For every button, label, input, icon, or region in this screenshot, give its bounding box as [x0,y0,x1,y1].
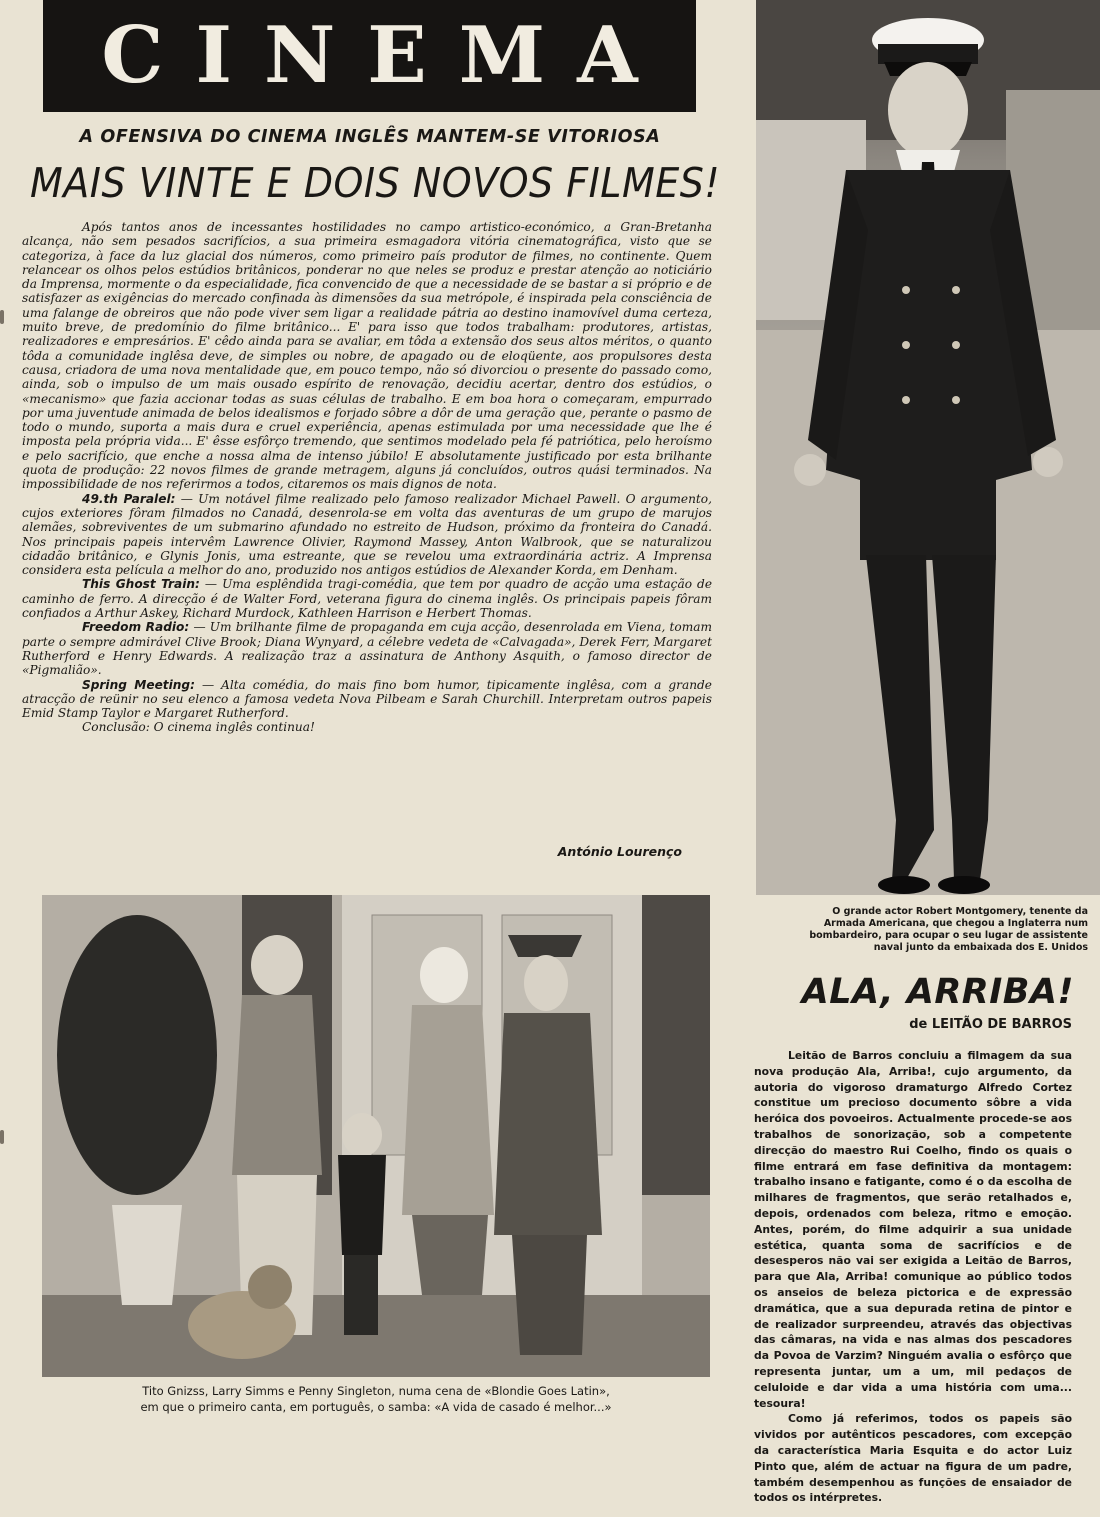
section-masthead [43,0,696,112]
article-body [22,220,712,735]
film-title: Spring Meeting: [82,677,195,692]
film-text: — Alta comédia, do mais fino bom humor, tipicamente inglêsa, com a grande atracção de reünir no seu elenco a famosa vedeta Nova Pilbeam e Sarah Churchill. Interpretam outros papeis Emid Stamp Taylor e Margaret Rutherford. [22,677,712,721]
film-still-illustration [42,895,710,1377]
article-conclusion: Conclusão: O cinema inglês continua! [82,720,315,735]
officer-photo-caption: O grande actor Robert Montgomery, tenente da Armada Americana, que chegou a Inglaterra num bombardeiro, para ocupar o seu lugar de assistente naval junto da embaixada dos E. Unidos [809,906,1088,953]
officer-photo [756,0,1100,895]
article-intro: Após tantos anos de incessantes hostilidades no campo artistico-económico, a Gran-Bretanha alcança, não sem pesados sacrifícios, a sua primeira esmagadora vitória cinematográfica, visto que se categoriza, à face da luz glacial dos números, como primeiro país produtor de filmes, no continente. Quem relancear os olhos pelos estúdios britânicos, ponderar no que neles se produz e prestar atenção ao noticiário da Imprensa, mormente o da especialidade, fica convencido de que a necessidade de se bastar a si próprio e de satisfazer as exigências do mercado confinada às dimensões da sua metrópole, é inspirada pela consciência de uma falange de obreiros que não pode viver sem ligar a realidade pátria ao destino inamovível duma certeza, muito breve, de predomínio do filme britânico... E' para isso que todos trabalham: produtores, artistas, realizadores e empresários. E' cêdo ainda para se avaliar, em tôda a extensão dos seus altos méritos, o quanto tôda a comunidade inglêsa deve, de simples ou nobre, de apagado ou de eloqüente, aos propulsores desta causa, criadora de uma nova mentalidade que, em pouco tempo, não só divorciou o presente do passado como, ainda, sob o impulso de um mais ousado espírito de renovação, decidiu acertar, dentro dos estúdios, o «mecanismo» que fazia accionar todas as suas células de trabalho. E em boa hora o começaram, empurrado por uma juventude animada de belos idealismos e forjado sôbre a dôr de uma geração que, perante o pasmo de todo o mundo, suporta a mais dura e cruel experiência, apenas estimulada por uma necessidade que lhe é imposta pela própria vida... E' êsse esfôrço tremendo, que sentimos modelado pela fé patriótica, pelo heroísmo e pelo sacrifício, que enche a nossa alma de intenso júbilo! E absolutamente justificado por esta brilhante quota de produção: 22 novos filmes de grande metragem, alguns já concluídos, outros quási terminados. Na impossibilidade de nos referirmos a todos, citaremos os mais dignos de nota. [22,220,712,492]
side-article-paragraph: Como já referimos, todos os papeis são vividos por autênticos pescadores, com excepção da característica Maria Esquita e do actor Luiz Pinto que, além de actuar na figura de um padre, também desempenhou as funções de ensaiador de todos os intérpretes. [754,1412,1072,1505]
film-text: — Um brilhante filme de propaganda em cuja acção, desenrolada em Viena, tomam parte o sempre admirável Clive Brook; Diana Wynyard, a célebre vedeta de «Calvagada», Derek Ferr, Margaret Rutherford e Henry Edwards. A realização traz a assinatura de Anthony Asquith, o famoso director de «Pigmalião». [22,620,712,678]
article-kicker: A OFENSIVA DO CINEMA INGLÊS MANTEM-SE VITORIOSA [79,127,661,147]
side-article-paragraph: Leitão de Barros concluiu a filmagem da sua nova produção Ala, Arriba!, cujo argumento, da autoria do vigoroso dramaturgo Alfredo Cortez constitue um precioso documento sôbre a vida heróica dos povoeiros. Actualmente procede-se aos trabalhos de sonorização, sob a competente direcção do maestro Rui Coelho, findo os quais o filme entrará em fase definitiva da montagem: trabalho insano e fatigante, como é o da escolha de milhares de fragmentos, que serão retalhados e, depois, ordenados com beleza, ritmo e emoção. Antes, porém, do filme adquirir a sua unidade estética, quanta soma de sacrifícios e de desesperos não vai ser exigida a Leitão de Barros, para que Ala, Arriba! comunique ao público todos os anseios de beleza pictorica e de expressão dramática, que a sua depurada retina de pintor e de realizador surpreendeu, através das objectivas das câmaras, na vida e nas almas dos pescadores da Povoa de Varzim? Ninguém avalia o esfôrço que representa juntar, um a um, mil pedaços de celuloide e dar vida a uma história com uma... tesoura! [754,1049,1072,1410]
film-entry [22,678,712,721]
film-still-caption [42,1384,710,1415]
masthead-title: CINEMA [101,10,670,101]
film-text: — Um notável filme realizado pelo famoso realizador Michael Pawell. O argumento, cujos exteriores fôram filmados no Canadá, desenrola-se em volta das aventuras de um grupo de marujos alemães, sobreviventes de um submarino afundado no estreito de Hudson, próximo da fronteira do Canadá. Nos principais papeis intervêm Lawrence Olivier, Raymond Massey, Anton Walbrook, que se naturalizou cidadão britânico, e Glynis Jonis, uma estreante, que se revelou uma extraordinária actriz. A Imprensa considera esta película a melhor do ano, produzido nos antigos estúdios de Alexander Korda, em Denham. [22,491,712,578]
film-title: Freedom Radio: [82,620,190,635]
film-entry [22,620,712,677]
side-article-title: ALA, ARRIBA! [801,972,1074,1012]
film-entry [22,492,712,578]
film-text: — Uma esplêndida tragi-comédia, que tem por quadro de acção uma estação de caminho de ferro. A direcção é de Walter Ford, veterana figura do cinema inglês. Os principais papeis fôram confiados a Arthur Askey, Richard Murdock, Kathleen Harrison e Herbert Thomas. [22,577,713,621]
side-article-subtitle: de LEITÃO DE BARROS [909,1017,1072,1032]
film-still-caption-line: Tito Gnizss, Larry Simms e Penny Singleton, numa cena de «Blondie Goes Latin», [142,1384,610,1398]
page-edge-mark [0,1130,4,1144]
film-title: 49.th Paralel: [82,491,176,506]
side-article-body [754,1048,1072,1506]
article-headline: MAIS VINTE E DOIS NOVOS FILMES! [30,159,721,207]
article-byline: António Lourenço [557,844,682,859]
film-entry [22,577,712,620]
page-edge-mark [0,310,4,324]
officer-photo-illustration [756,0,1100,895]
film-still-caption-line: em que o primeiro canta, em português, o samba: «A vida de casado é melhor...» [140,1399,612,1414]
film-title: This Ghost Train: [82,577,200,592]
film-still-photo [42,895,710,1377]
